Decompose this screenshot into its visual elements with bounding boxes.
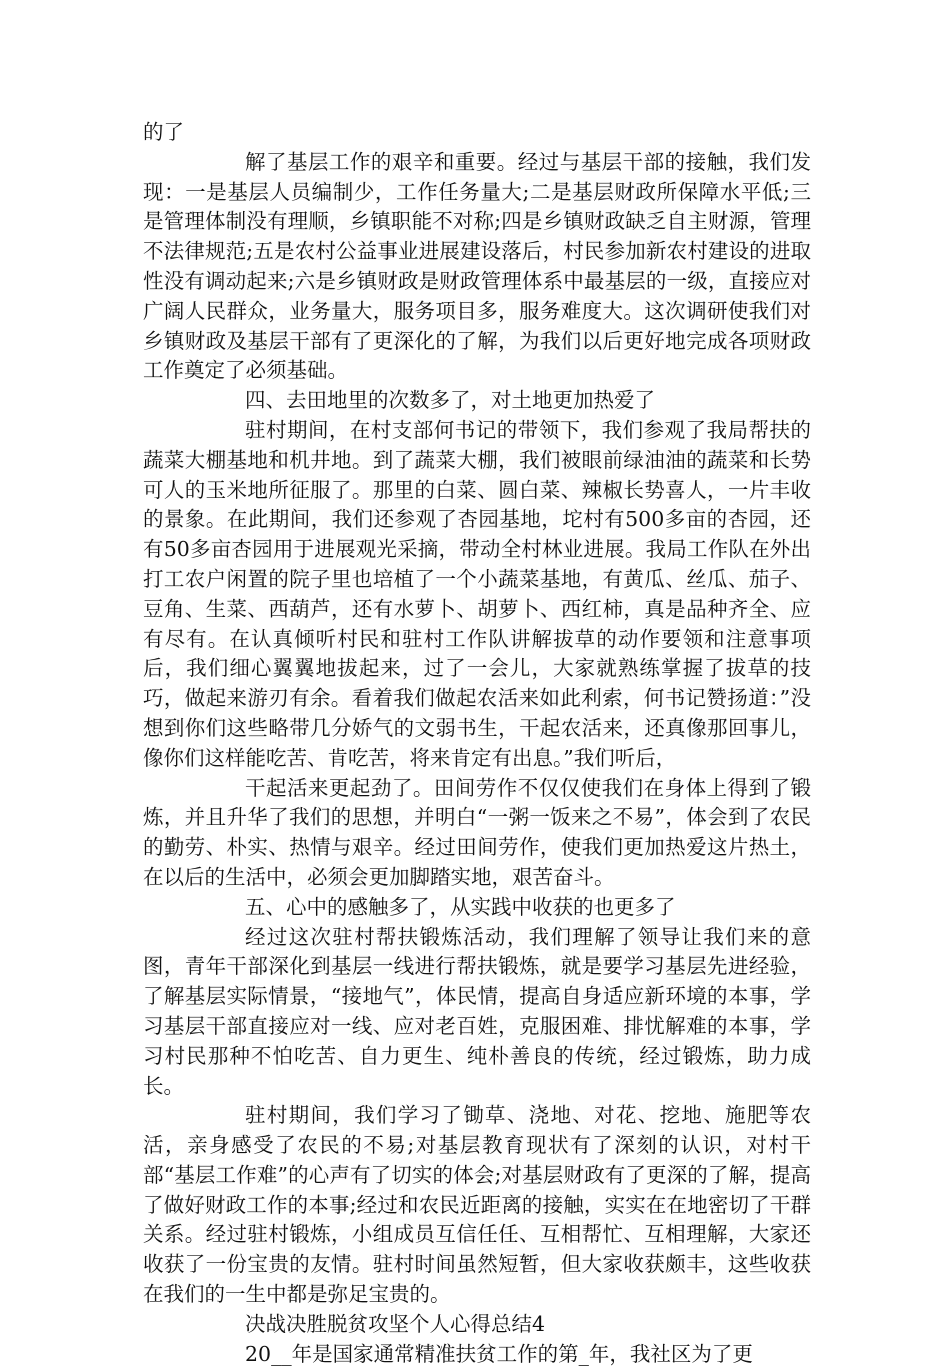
paragraph-grassroots-work: 解了基层工作的艰辛和重要。经过与基层干部的接触，我们发现：一是基层人员编制少，工作任务量大;二是基层财政所保障水平低;三是管理体制没有理顺，乡镇职能不对称;四是乡镇财政缺乏自主财源，管理不法律规范;五是农村公益事业进展建设落后，村民参加新农村建设的进取性没有调动起来;六是乡镇财政是财政管理体系中最基层的一级，直接应对广阔人民群众，业务量大，服务项目多，服务难度大。这次调研使我们对乡镇财政及基层干部有了更深化的了解，为我们以后更好地完成各项财政工作奠定了必须基础。 bbox=[143, 149, 811, 383]
section-heading-five: 五、心中的感触多了，从实践中收获的也更多了 bbox=[245, 894, 676, 919]
paragraph-field-labor: 干起活来更起劲了。田间劳作不仅仅使我们在身体上得到了锻炼，并且升华了我们的思想，并明白“一粥一饭来之不易”，体会到了农民的勤劳、朴实、热情与艰辛。经过田间劳作，使我们更加热爱这片热土，在以后的生活中，必须会更加脚踏实地，艰苦奋斗。 bbox=[143, 775, 811, 889]
paragraph-summary-intro: 20__年是国家通常精准扶贫工作的第_年，我社区为了更 bbox=[245, 1341, 753, 1366]
paragraph-village-visit: 驻村期间，在村支部何书记的带领下，我们参观了我局帮扶的蔬菜大棚基地和机井地。到了蔬菜大棚，我们被眼前绿油油的蔬菜和长势可人的玉米地所征服了。那里的白菜、圆白菜、辣椒长势喜人，一片丰收的景象。在此期间，我们还参观了杏园基地，坨村有500多亩的杏园，还有50多亩杏园用于进展观光采摘，带动全村林业进展。我局工作队在外出打工农户闲置的院子里也培植了一个小蔬菜基地，有黄瓜、丝瓜、茄子、豆角、生菜、西葫芦，还有水萝卜、胡萝卜、西红柿，真是品种齐全、应有尽有。在认真倾听村民和驻村工作队讲解拔草的动作要领和注意事项后，我们细心翼翼地拔起来，过了一会儿，大家就熟练掌握了拔草的技巧，做起来游刃有余。看着我们做起农活来如此利索，何书记赞扬道：”没想到你们这些略带几分娇气的文弱书生，干起农活来，还真像那回事儿，像你们这样能吃苦、肯吃苦，将来肯定有出息。”我们听后， bbox=[143, 417, 811, 770]
paragraph-continuation: 的了 bbox=[143, 120, 184, 144]
article-title-summary-4: 决战决胜脱贫攻坚个人心得总结4 bbox=[245, 1311, 546, 1336]
section-heading-four: 四、去田地里的次数多了，对土地更加热爱了 bbox=[245, 388, 655, 413]
paragraph-training-purpose: 经过这次驻村帮扶锻炼活动，我们理解了领导让我们来的意图，青年干部深化到基层一线进行帮扶锻炼，就是要学习基层先进经验，了解基层实际情景，“接地气”，体民情，提高自身适应新环境的本事，学习基层干部直接应对一线、应对老百姓，克服困难、排忧解难的本事，学习村民那种不怕吃苦、自力更生、纯朴善良的传统，经过锻炼，助力成长。 bbox=[143, 924, 811, 1098]
document-page bbox=[143, 118, 811, 1369]
paragraph-village-gains: 驻村期间，我们学习了锄草、浇地、对花、挖地、施肥等农活，亲身感受了农民的不易;对基层教育现状有了深刻的认识，对村干部“基层工作难”的心声有了切实的体会;对基层财政有了更深的了解，提高了做好财政工作的本事;经过和农民近距离的接触，实实在在地密切了干群关系。经过驻村锻炼，小组成员互信任任、互相帮忙、互相理解，大家还收获了一份宝贵的友情。驻村时间虽然短暂，但大家收获颇丰，这些收获在我们的一生中都是弥足宝贵的。 bbox=[143, 1103, 811, 1307]
